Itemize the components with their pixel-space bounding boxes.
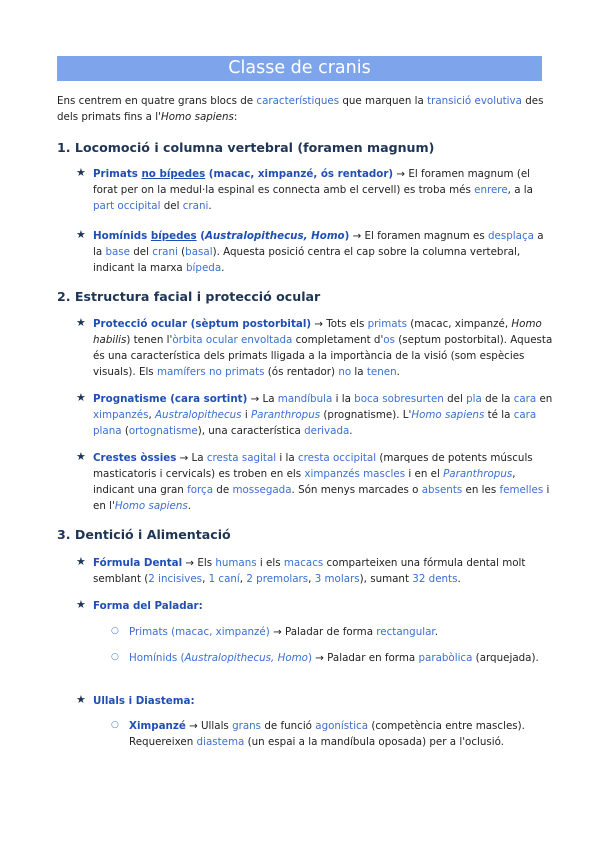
term: agonística — [315, 720, 369, 732]
star-bullet-icon: ★ — [76, 228, 86, 241]
term: mossegada — [232, 484, 292, 496]
star-bullet-icon: ★ — [76, 166, 86, 179]
term: força — [187, 484, 214, 496]
term: part occipital — [93, 200, 161, 212]
term: base — [105, 246, 130, 258]
list-item — [93, 316, 555, 380]
text: . — [434, 626, 438, 638]
term: bípeda — [186, 262, 222, 274]
term: crani — [182, 200, 209, 212]
intro-text: que marquen la — [339, 95, 428, 107]
intro-text: Ens centrem en quatre grans blocs de — [57, 95, 257, 107]
term: basal — [185, 246, 213, 258]
term: desplaça — [488, 230, 534, 242]
term: Fórmula Dental — [93, 557, 183, 569]
text: i la — [332, 393, 355, 405]
term: Protecció ocular (sèptum postorbital) — [93, 318, 312, 330]
text: → La — [176, 452, 207, 464]
text: i — [241, 409, 251, 421]
term: no — [338, 366, 352, 378]
text: , — [308, 573, 315, 585]
text: (un espai a la mandíbula oposada) per a l'oclusió. — [244, 736, 504, 748]
text: i els — [256, 557, 284, 569]
term: humans — [215, 557, 257, 569]
term: derivada — [304, 425, 350, 437]
term: os — [383, 334, 395, 346]
term: ximpanzés — [93, 409, 149, 421]
circle-bullet-icon: ○ — [111, 626, 119, 636]
text: i en l' — [93, 484, 550, 512]
text: completament d' — [292, 334, 384, 346]
text: , — [148, 409, 156, 421]
text: (marques de potents músculs masticatoris i cervicals) es troben en els — [93, 452, 533, 480]
star-bullet-icon: ★ — [76, 598, 86, 611]
circle-bullet-icon: ○ — [111, 652, 119, 662]
term: Ullals i Diastema: — [93, 695, 195, 707]
species: Homo sapiens — [114, 500, 188, 512]
term: 1 caní — [208, 573, 240, 585]
text: (competència entre mascles). Requereixen — [129, 720, 525, 748]
term: cresta sagital — [206, 452, 277, 464]
term: no bípedes — [141, 168, 206, 180]
text: . Són menys marcades o — [291, 484, 422, 496]
star-bullet-icon: ★ — [76, 450, 86, 463]
term: Homínids — [93, 230, 151, 242]
term: Primats (macac, ximpanzé) — [129, 626, 270, 638]
term: crani — [152, 246, 178, 258]
section-heading-dentition: 3. Dentició i Alimentació — [57, 527, 231, 542]
text: , indicant una gran — [93, 468, 516, 496]
term: cara plana — [93, 409, 537, 437]
text: → La — [247, 393, 278, 405]
term: femelles — [499, 484, 544, 496]
term: Homínids ( — [129, 652, 185, 664]
text: la — [351, 366, 367, 378]
text: (arquejada). — [472, 652, 539, 664]
species: Australopithecus — [155, 409, 242, 421]
text: de — [213, 484, 233, 496]
text: , — [202, 573, 209, 585]
text: del — [160, 200, 183, 212]
text: → Paladar en forma — [312, 652, 419, 664]
text: de funció — [261, 720, 316, 732]
text: del — [130, 246, 153, 258]
term: (macac, ximpanzé, ós rentador) — [205, 168, 394, 180]
list-item — [93, 228, 555, 276]
term: boca sobresurten — [354, 393, 444, 405]
term: tenen — [366, 366, 397, 378]
text: . — [187, 500, 192, 512]
text: ), una característica — [197, 425, 305, 437]
term: 3 molars — [314, 573, 360, 585]
text: de la — [481, 393, 514, 405]
term: Primats — [93, 168, 142, 180]
text: ). Aquesta posició centra el cap sobre la columna vertebral, indicant la marxa — [93, 246, 521, 274]
text: del — [443, 393, 467, 405]
intro-text: des dels primats fins a l' — [57, 95, 544, 123]
text: → Ullals — [185, 720, 233, 732]
text: . — [221, 262, 225, 274]
list-item — [93, 555, 555, 587]
sub-list-item — [129, 718, 549, 750]
text: (ós rentador) — [264, 366, 339, 378]
text: → Els — [182, 557, 216, 569]
section-heading-facial: 2. Estructura facial i protecció ocular — [57, 289, 321, 304]
term: enrere — [474, 184, 508, 196]
text: i la — [276, 452, 298, 464]
species: Paranthropus — [250, 409, 321, 421]
term: absents — [421, 484, 463, 496]
term: Ximpanzé — [129, 720, 186, 732]
text: en — [536, 393, 553, 405]
term: Prognatisme (cara sortint) — [93, 393, 248, 405]
list-item — [93, 450, 555, 514]
term: ortognatisme — [128, 425, 198, 437]
text: → Tots els — [311, 318, 368, 330]
term: cara — [513, 393, 537, 405]
term: ) — [344, 230, 350, 242]
text: ) tenen l' — [126, 334, 173, 346]
intro-text: : — [233, 111, 238, 123]
species: Homo sapiens — [411, 409, 485, 421]
term: diastema — [196, 736, 245, 748]
text: , a la — [507, 184, 533, 196]
text: . — [349, 425, 353, 437]
text: , — [239, 573, 247, 585]
intro-term: característiques — [256, 95, 340, 107]
text: té la — [484, 409, 514, 421]
term: Australopithecus, Homo — [204, 230, 345, 242]
term: primats — [367, 318, 407, 330]
text: → Paladar de forma — [269, 626, 377, 638]
intro-species: Homo sapiens — [160, 111, 234, 123]
text: ( — [177, 246, 186, 258]
term: cresta occipital — [297, 452, 377, 464]
term: rectangular — [376, 626, 435, 638]
term: 2 incisives — [148, 573, 203, 585]
term: ) — [307, 652, 312, 664]
term: 32 dents — [412, 573, 458, 585]
section-heading-locomotion: 1. Locomoció i columna vertebral (foramen magnum) — [57, 140, 435, 155]
text: a la — [93, 230, 544, 258]
text: . — [457, 573, 461, 585]
term: mandíbula — [277, 393, 333, 405]
text: → El foramen magnum (el forat per on la medul·la espinal es connecta amb el cervell) es troba més — [93, 168, 531, 196]
species: Homo habilis — [93, 318, 542, 346]
list-item — [93, 598, 555, 614]
sub-list-item — [129, 624, 549, 640]
intro-term: transició evolutiva — [427, 95, 522, 107]
page-title: Classe de cranis — [57, 56, 542, 81]
text: ), sumant — [359, 573, 413, 585]
star-bullet-icon: ★ — [76, 693, 86, 706]
sub-list-item — [129, 650, 549, 666]
text: (macac, ximpanzé, — [406, 318, 512, 330]
term: ( — [196, 230, 205, 242]
term: pla — [466, 393, 482, 405]
text: comparteixen una fórmula dental molt semblant ( — [93, 557, 526, 585]
star-bullet-icon: ★ — [76, 391, 86, 404]
text: . — [396, 366, 400, 378]
species: Australopithecus, Homo — [184, 652, 308, 664]
text: ( — [121, 425, 129, 437]
term: parabòlica — [418, 652, 473, 664]
star-bullet-icon: ★ — [76, 316, 86, 329]
term: mamífers no primats — [156, 366, 265, 378]
text: (prognatisme). L' — [320, 409, 412, 421]
text: (septum postorbital). Aquesta és una característica dels primats lligada a la importància de la visió (som espècies visuals). Els — [93, 334, 553, 378]
term: macacs — [283, 557, 324, 569]
term: òrbita ocular envoltada — [172, 334, 293, 346]
circle-bullet-icon: ○ — [111, 720, 119, 730]
star-bullet-icon: ★ — [76, 555, 86, 568]
term: bípedes — [150, 230, 197, 242]
text: → El foramen magnum es — [349, 230, 488, 242]
list-item — [93, 693, 555, 709]
species: Paranthropus — [443, 468, 513, 480]
list-item — [93, 391, 555, 439]
intro-paragraph — [57, 93, 547, 125]
term: Crestes òssies — [93, 452, 177, 464]
text: i en el — [405, 468, 444, 480]
term: Forma del Paladar: — [93, 600, 203, 612]
term: ximpanzés mascles — [304, 468, 406, 480]
text: . — [208, 200, 212, 212]
term: 2 premolars — [246, 573, 309, 585]
list-item — [93, 166, 555, 214]
text: en les — [462, 484, 500, 496]
term: grans — [232, 720, 262, 732]
